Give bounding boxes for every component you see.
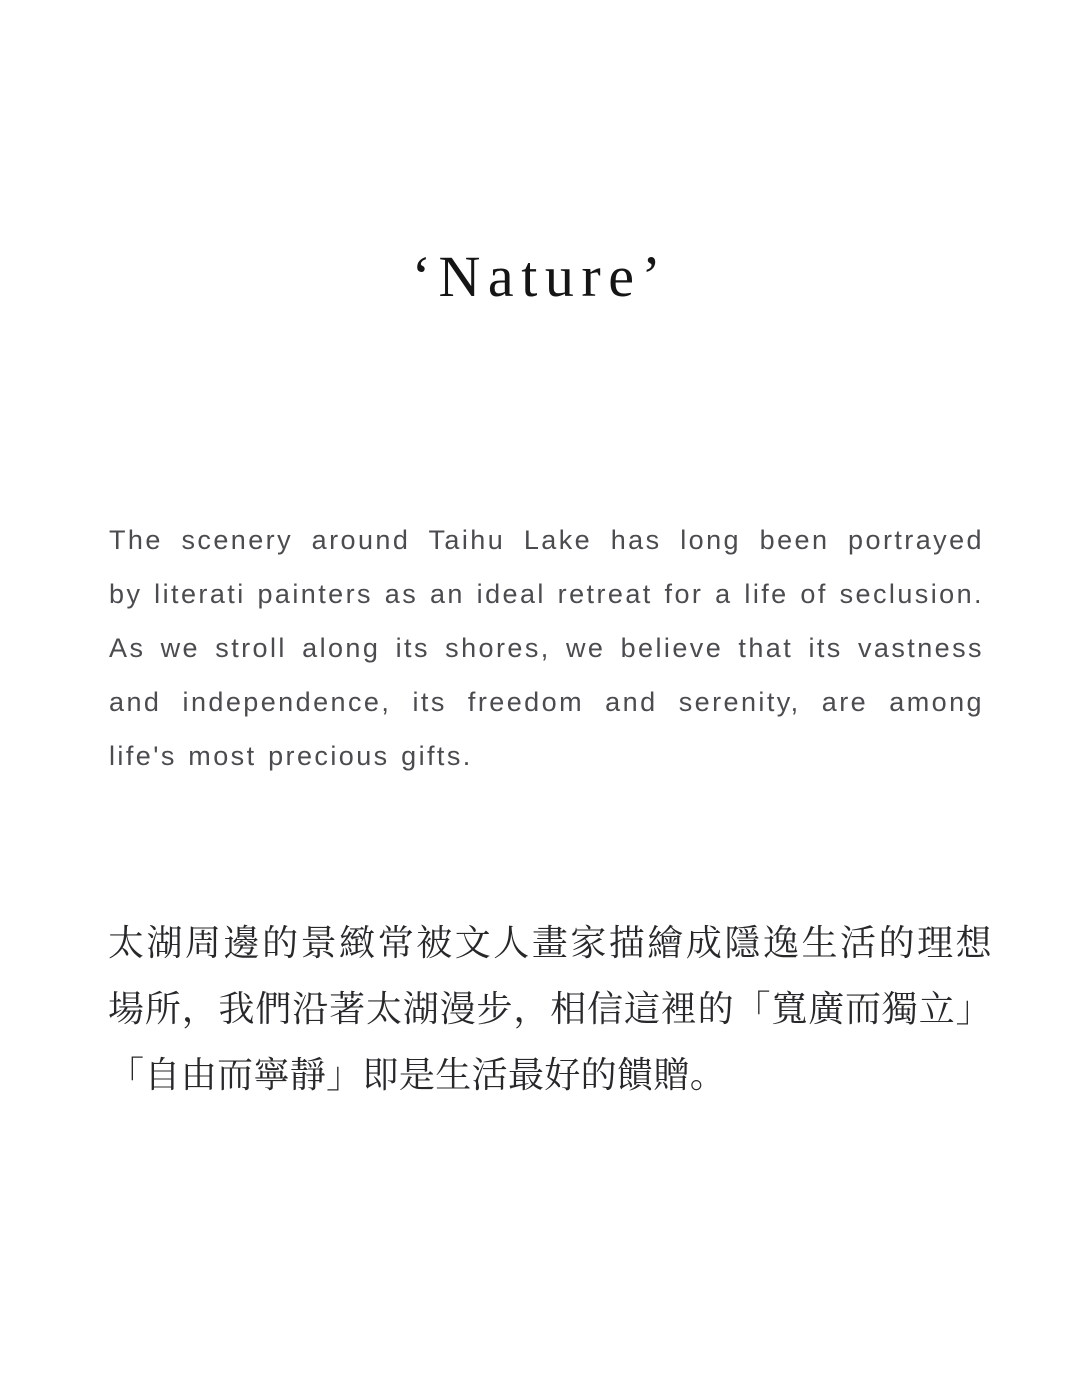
page-title: ‘Nature’ — [411, 244, 669, 309]
english-line-1: The scenery around Taihu Lake has long been portrayed — [109, 525, 984, 555]
chinese-line-3: 「自由而寧靜」即是生活最好的饋贈。 — [108, 1054, 727, 1095]
english-line-3: As we stroll along its shores, we believe that its vastness — [109, 633, 984, 663]
english-line-5: life's most precious gifts. — [109, 741, 473, 771]
english-line-2: by literati painters as an ideal retreat for a life of seclusion. — [109, 579, 984, 609]
chinese-paragraph — [108, 910, 992, 1108]
english-line-4: and independence, its freedom and serenity, are among — [109, 687, 984, 717]
chinese-line-2: 場所，我們沿著太湖漫步，相信這裡的「寬廣而獨立」 — [108, 988, 992, 1029]
chinese-line-1: 太湖周邊的景緻常被文人畫家描繪成隱逸生活的理想 — [108, 922, 992, 963]
english-paragraph — [109, 513, 984, 783]
